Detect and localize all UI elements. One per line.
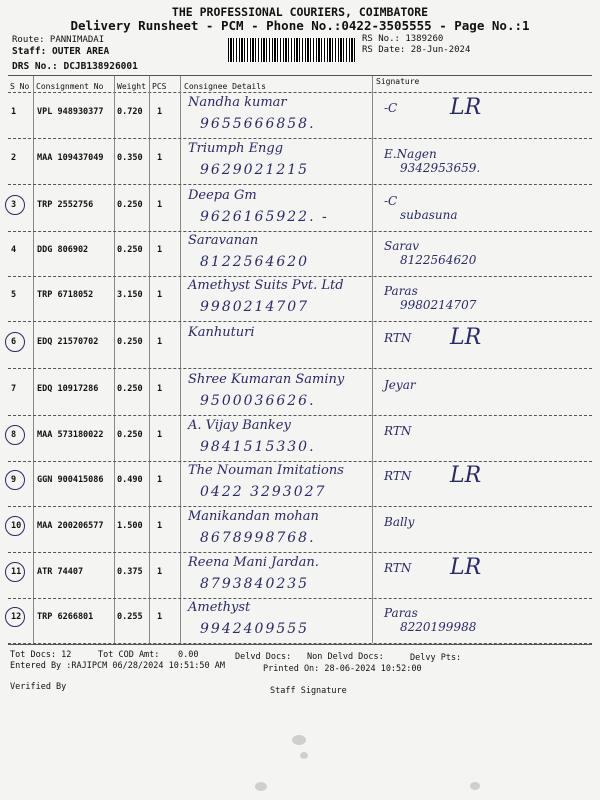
drs-number: DRS No.: DCJB138926001 [12,61,138,72]
table-row [0,507,600,553]
consignee-name: A. Vijay Bankey [188,418,291,433]
weight-value: 0.250 [117,384,143,394]
weight-value: 0.375 [117,567,143,577]
recipient-signature: Paras [384,284,418,298]
signature-note: LR [450,463,482,488]
table-row [0,370,600,416]
consignee-name: Shree Kumaran Saminy [188,372,345,387]
col-sno: S No [10,82,30,91]
consignment-number: TRP 2552756 [37,200,94,210]
consignment-number: TRP 6718052 [37,290,94,300]
weight-value: 3.150 [117,290,143,300]
signature-note: LR [450,325,482,350]
verified-by: Verified By [10,682,67,692]
weight-value: 0.250 [117,245,143,255]
row-divider [8,184,592,185]
serial-number: 8 [11,430,17,440]
entered-by: Entered By :RAJIPCM 06/28/2024 10:51:50 AM [10,661,225,671]
signature-note: LR [450,555,482,580]
pieces-count: 1 [157,153,163,163]
weight-value: 0.255 [117,612,143,622]
serial-number: 10 [11,521,22,531]
consignment-number: MAA 573180022 [37,430,104,440]
consignee-phone: 8678998768. [200,530,316,546]
table-row [0,139,600,185]
recipient-signature: -C [384,194,398,208]
pieces-count: 1 [157,245,163,255]
consignment-number: MAA 109437049 [37,153,104,163]
pieces-count: 1 [157,475,163,485]
ink-blot [470,782,480,790]
consignee-phone: 0422 3293027 [200,484,327,500]
consignment-number: ATR 74407 [37,567,84,577]
pieces-count: 1 [157,567,163,577]
barcode-image [228,38,356,62]
consignment-number: DDG 806902 [37,245,89,255]
total-cod-label: Tot COD Amt: [98,650,160,660]
delivery-points: Delvy Pts: [410,653,462,663]
consignment-number: TRP 6266801 [37,612,94,622]
consignee-phone: 9629021215 [200,162,310,178]
serial-circle-mark [5,607,25,627]
non-delivered-docs: Non Delvd Docs: [307,652,384,662]
consignee-phone: 8122564620 [200,254,310,270]
signature-note: 8122564620 [400,253,477,267]
row-divider [8,368,592,369]
table-bottom-rule [8,644,592,645]
consignee-phone: 9655666858. [200,116,316,132]
serial-circle-mark [5,470,25,490]
pieces-count: 1 [157,612,163,622]
pieces-count: 1 [157,290,163,300]
col-signature: Signature [376,77,420,86]
table-row [0,461,600,507]
consignee-name: The Nouman Imitations [188,463,344,478]
serial-circle-mark [5,332,25,352]
consignee-phone: 9841515330. [200,439,316,455]
pieces-count: 1 [157,200,163,210]
consignee-name: Triumph Engg [188,141,284,156]
serial-number: 5 [11,290,17,300]
col-pcs: PCS [152,82,167,91]
consignment-number: MAA 200206577 [37,521,104,531]
table-row [0,598,600,644]
consignee-phone: 8793840235 [200,576,310,592]
weight-value: 0.250 [117,337,143,347]
table-row [0,416,600,462]
consignee-phone: 9500036626. [200,393,316,409]
consignee-name: Reena Mani Jardan. [188,555,319,570]
recipient-signature: Sarav [384,239,420,253]
company-name: THE PROFESSIONAL COURIERS, COIMBATORE [171,5,429,19]
recipient-signature: E.Nagen [384,147,437,161]
weight-value: 0.720 [117,107,143,117]
rs-date: RS Date: 28-Jun-2024 [362,45,471,55]
col-weight: Weight [117,82,146,91]
serial-number: 11 [11,567,22,577]
signature-note: subasuna [400,208,458,222]
table-row [0,231,600,277]
table-row [0,323,600,369]
ink-blot [255,782,267,791]
recipient-signature: Jeyar [384,378,416,392]
total-cod-value: 0.00 [178,650,199,660]
consignee-phone: 9942409555 [200,621,310,637]
recipient-signature: Paras [384,606,418,620]
serial-number: 7 [11,384,17,394]
consignee-phone: 9626165922. - [200,209,329,225]
serial-number: 4 [11,245,17,255]
recipient-signature: RTN [384,469,412,483]
weight-value: 1.500 [117,521,143,531]
serial-number: 3 [11,200,17,210]
table-row [0,276,600,322]
consignee-name: Amethyst Suits Pvt. Ltd [188,278,344,293]
serial-circle-mark [5,516,25,536]
col-consignee: Consignee Details [184,82,266,91]
consignment-number: GGN 900415086 [37,475,104,485]
ink-blot [300,752,308,759]
serial-circle-mark [5,562,25,582]
consignee-name: Amethyst [188,600,251,615]
rs-number: RS No.: 1389260 [362,34,444,44]
table-row [0,186,600,232]
consignee-name: Deepa Gm [188,188,257,203]
row-divider [8,321,592,322]
serial-number: 12 [11,612,22,622]
pieces-count: 1 [157,430,163,440]
table-row [0,93,600,139]
serial-circle-mark [5,195,25,215]
consignee-name: Nandha kumar [188,95,287,110]
serial-number: 2 [11,153,17,163]
pieces-count: 1 [157,337,163,347]
recipient-signature: Bally [384,515,415,529]
weight-value: 0.250 [117,430,143,440]
weight-value: 0.250 [117,200,143,210]
consignment-number: EDQ 21570702 [37,337,99,347]
pieces-count: 1 [157,521,163,531]
signature-note: 9342953659. [400,161,481,175]
weight-value: 0.350 [117,153,143,163]
serial-number: 9 [11,475,17,485]
header-top-rule [8,75,592,76]
serial-number: 6 [11,337,17,347]
serial-circle-mark [5,425,25,445]
consignee-name: Kanhuturi [188,325,255,340]
table-row [0,553,600,599]
pieces-count: 1 [157,107,163,117]
signature-note: LR [450,95,482,120]
col-consignment: Consignment No [36,82,104,91]
recipient-signature: RTN [384,561,412,575]
consignee-phone: 9980214707 [200,299,310,315]
consignment-number: EDQ 10917286 [37,384,99,394]
recipient-signature: -C [384,101,398,115]
recipient-signature: RTN [384,424,412,438]
route-label: Route: PANNIMADAI [12,35,105,45]
sheet-title: Delivery Runsheet - PCM - Phone No.:0422-3505555 - Page No.:1 [70,18,530,33]
total-docs: Tot Docs: 12 [10,650,72,660]
delivered-docs: Delvd Docs: [235,652,292,662]
consignee-name: Saravanan [188,233,259,248]
signature-note: 8220199988 [400,620,477,634]
serial-number: 1 [11,107,17,117]
weight-value: 0.490 [117,475,143,485]
pieces-count: 1 [157,384,163,394]
printed-on: Printed On: 28-06-2024 10:52:00 [263,664,422,674]
consignee-name: Manikandan mohan [188,509,319,524]
staff-label: Staff: OUTER AREA [12,46,110,57]
staff-signature: Staff Signature [270,686,347,696]
ink-blot [292,735,306,745]
consignment-number: VPL 948930377 [37,107,104,117]
recipient-signature: RTN [384,331,412,345]
signature-note: 9980214707 [400,298,477,312]
